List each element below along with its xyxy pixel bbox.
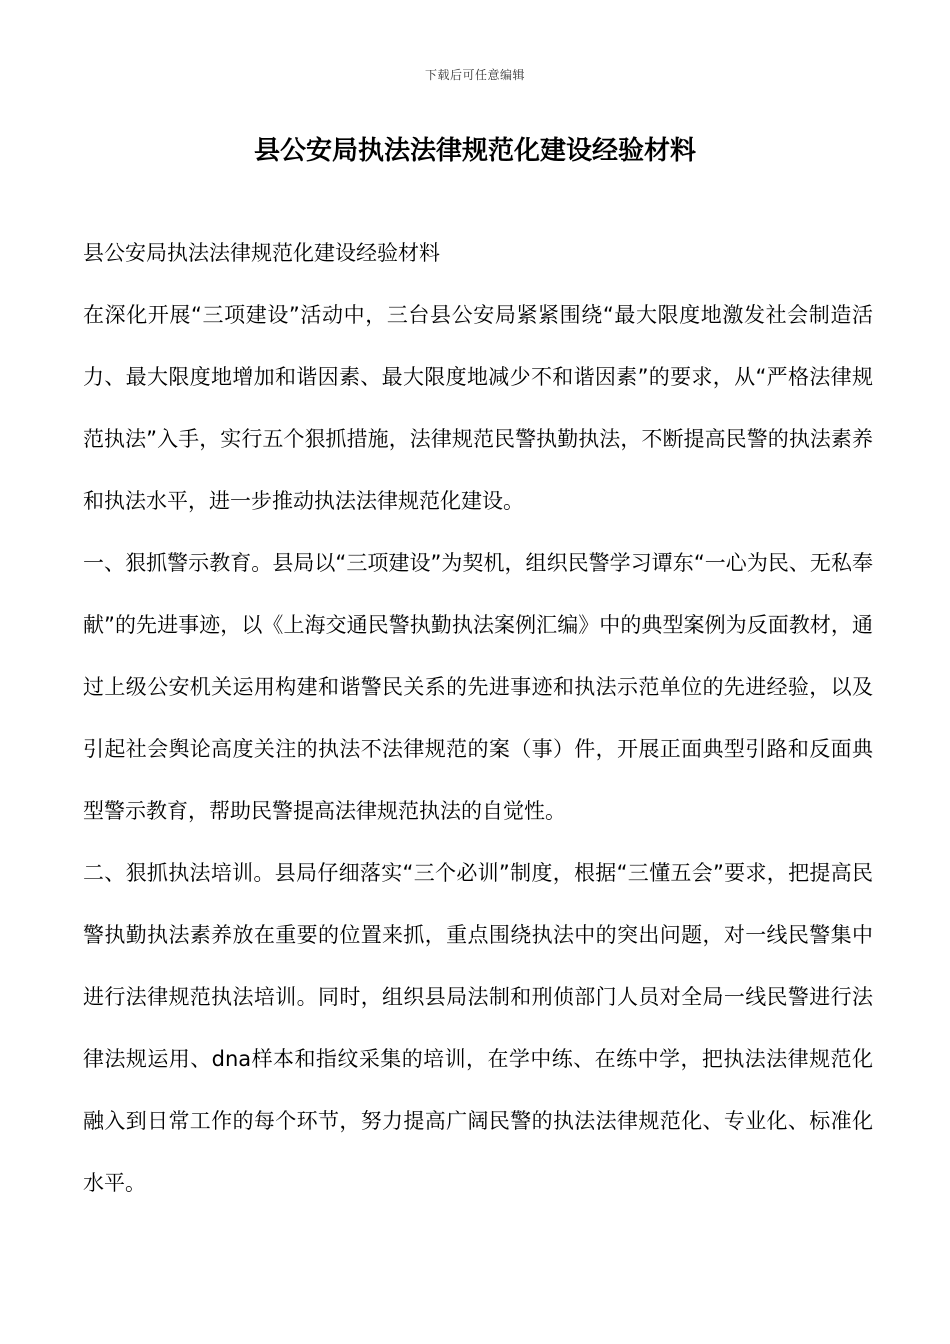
- body-paragraph-section-1: 一、狠抓警示教育。县局以“三项建设”为契机，组织民警学习谭东“一心为民、无私奉献”的先进事迹，以《上海交通民警执勤执法案例汇编》中的典型案例为反面教材，通过上级公安机关运用构建和谐警民关系的先进事迹和执法示范单位的先进经验，以及引起社会舆论高度关注的执法不法律规范的案（事）件，开展正面典型引路和反面典型警示教育，帮助民警提高法律规范执法的自觉性。: [83, 551, 873, 823]
- body-paragraph-section-2: 二、狠抓执法培训。县局仔细落实“三个必训”制度，根据“三懂五会”要求，把提高民警执勤执法素养放在重要的位置来抓，重点围绕执法中的突出问题，对一线民警集中进行法律规范执法培训。同时，组织县局法制和刑侦部门人员对全局一线民警进行法律法规运用、dna样本和指纹采集的培训，在学中练、在练中学，把执法法律规范化融入到日常工作的每个环节，努力提高广阔民警的执法法律规范化、专业化、标准化水平。: [83, 861, 873, 1195]
- body-paragraph-subtitle: 县公安局执法法律规范化建设经验材料: [83, 241, 440, 265]
- document-title: 县公安局执法法律规范化建设经验材料: [253, 136, 696, 166]
- document-body: [83, 222, 873, 1214]
- body-paragraph-intro: 在深化开展“三项建设”活动中，三台县公安局紧紧围绕“最大限度地激发社会制造活力、最大限度地增加和谐因素、最大限度地减少不和谐因素”的要求，从“严格法律规范执法”入手，实行五个狠抓措施，法律规范民警执勤执法，不断提高民警的执法素养和执法水平，进一步推动执法法律规范化建设。: [83, 303, 873, 513]
- header-note: 下载后可任意编辑: [424, 68, 525, 82]
